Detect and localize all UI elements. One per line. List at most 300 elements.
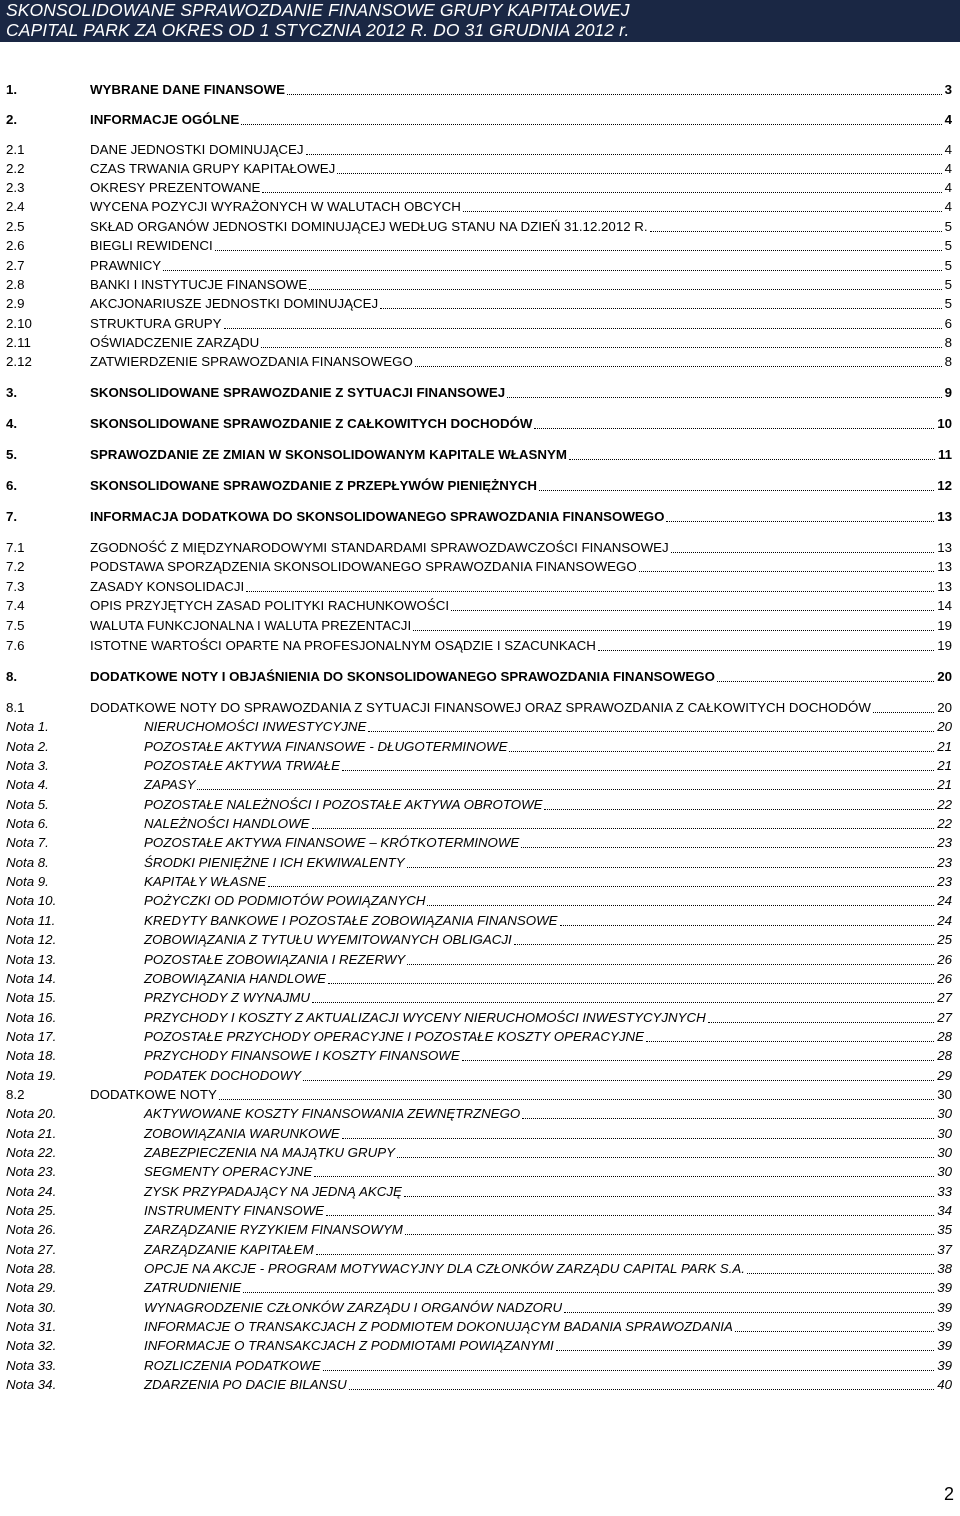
toc-entry-title: ZABEZPIECZENIA NA MAJĄTKU GRUPY [144,1145,395,1160]
toc-entry-title: PODSTAWA SPORZĄDZENIA SKONSOLIDOWANEGO SPRAWOZDANIA FINANSOWEGO [90,559,637,574]
toc-entry[interactable] [6,445,952,463]
toc-entry-number: 8. [6,669,18,684]
toc-entry[interactable] [6,1259,952,1277]
toc-entry[interactable] [6,872,952,890]
toc-entry[interactable] [6,1240,952,1258]
toc-leader-dots [407,867,934,868]
toc-leader-dots [463,211,942,212]
toc-entry-title: PRAWNICY [90,258,162,273]
toc-leader-dots [646,1041,934,1042]
toc-leader-dots [521,847,934,848]
toc-leader-dots [323,1370,934,1371]
toc-leader-dots [262,192,942,193]
toc-entry[interactable] [6,988,952,1006]
toc-entry-number: 2.5 [6,219,25,234]
toc-entry-page: 22 [937,816,952,831]
toc-entry[interactable] [6,1356,952,1374]
toc-entry-title: SEGMENTY OPERACYJNE [144,1164,313,1179]
toc-entry-number: 2.8 [6,277,25,292]
toc-entry[interactable] [6,383,952,401]
toc-entry-number: 7.4 [6,598,25,613]
toc-entry-page: 24 [937,893,952,908]
toc-entry-title: ZAPASY [144,777,196,792]
toc-entry-title: ISTOTNE WARTOŚCI OPARTE NA PROFESJONALNYM OSĄDZIE I SZACUNKACH [90,638,596,653]
toc-entry-title: SKONSOLIDOWANE SPRAWOZDANIE Z SYTUACJI FINANSOWEJ [90,385,506,400]
toc-entry-number: 2.11 [6,335,31,350]
toc-entry-title: POZOSTAŁE AKTYWA FINANSOWE – KRÓTKOTERMINOWE [144,835,520,850]
toc-entry[interactable] [6,1182,952,1200]
toc-entry[interactable] [6,333,952,351]
toc-entry-page: 23 [937,874,952,889]
toc-entry-page: 27 [937,990,952,1005]
toc-entry-number: 5. [6,447,18,462]
toc-leader-dots [342,770,934,771]
toc-leader-dots [197,789,934,790]
toc-leader-dots [368,731,934,732]
toc-entry-title: ZDARZENIA PO DACIE BILANSU [144,1377,347,1392]
toc-entry[interactable] [6,775,952,793]
toc-entry-number: Nota 20. [6,1106,57,1121]
page-number: 2 [943,1484,954,1504]
toc-entry-title: KREDYTY BANKOWE I POZOSTAŁE ZOBOWIĄZANIA FINANSOWE [144,913,558,928]
toc-entry[interactable] [6,853,952,871]
toc-leader-dots [671,552,934,553]
toc-entry-title: AKCJONARIUSZE JEDNOSTKI DOMINUJĄCEJ [90,296,379,311]
toc-entry[interactable] [6,1220,952,1238]
toc-entry-page: 23 [937,855,952,870]
toc-entry[interactable] [6,1046,952,1064]
toc-leader-dots [316,1254,934,1255]
toc-entry-title: INSTRUMENTY FINANSOWE [144,1203,325,1218]
toc-entry-page: 39 [937,1280,952,1295]
toc-leader-dots [312,1002,934,1003]
toc-entry[interactable] [6,1085,952,1103]
toc-entry-title: SKŁAD ORGANÓW JEDNOSTKI DOMINUJĄCEJ WEDŁUG STANU NA DZIEŃ 31.12.2012 R. [90,219,648,234]
toc-entry[interactable] [6,476,952,494]
toc-entry-number: 2.7 [6,258,25,273]
toc-entry-page: 5 [944,258,952,273]
toc-entry-number: 4. [6,416,18,431]
toc-entry[interactable] [6,577,952,595]
toc-entry-title: POZOSTAŁE PRZYCHODY OPERACYJNE I POZOSTAŁE KOSZTY OPERACYJNE [144,1029,644,1044]
toc-entry-number: Nota 24. [6,1184,57,1199]
toc-entry-number: Nota 2. [6,739,49,754]
toc-entry[interactable] [6,814,952,832]
toc-entry-number: Nota 6. [6,816,49,831]
toc-entry-number: Nota 29. [6,1280,57,1295]
toc-leader-dots [287,94,942,95]
toc-entry[interactable] [6,969,952,987]
toc-entry-number: Nota 13. [6,952,57,967]
toc-entry-title: NALEŻNOŚCI HANDLOWE [144,816,310,831]
toc-entry-page: 26 [937,952,952,967]
toc-entry-title: WYCENA POZYCJI WYRAŻONYCH W WALUTACH OBCYCH [90,199,461,214]
toc-entry-page: 4 [944,199,952,214]
toc-leader-dots [569,459,935,460]
toc-entry[interactable] [6,891,952,909]
toc-entry-title: KAPITAŁY WŁASNE [144,874,267,889]
toc-entry[interactable] [6,833,952,851]
toc-entry-title: ZOBOWIĄZANIA Z TYTUŁU WYEMITOWANYCH OBLIGACJI [144,932,512,947]
toc-entry-number: 7.3 [6,579,25,594]
toc-entry-number: 2.1 [6,142,25,157]
toc-entry-number: Nota 14. [6,971,57,986]
toc-entry-page: 39 [937,1319,952,1334]
toc-entry-title: NIERUCHOMOŚCI INWESTYCYJNE [144,719,367,734]
toc-entry-number: 8.2 [6,1087,25,1102]
toc-entry-page: 13 [937,540,952,555]
toc-entry-number: Nota 5. [6,797,49,812]
toc-entry[interactable] [6,140,952,158]
toc-entry[interactable] [6,911,952,929]
toc-entry-number: 2.9 [6,296,25,311]
toc-entry-page: 4 [944,161,952,176]
toc-entry-page: 11 [937,447,952,462]
toc-entry[interactable] [6,596,952,614]
toc-entry-number: 2. [6,112,18,127]
toc-entry-number: 1. [6,82,18,97]
toc-entry-page: 21 [937,758,952,773]
toc-entry[interactable] [6,275,952,293]
toc-entry-number: Nota 3. [6,758,49,773]
toc-entry-page: 34 [937,1203,952,1218]
toc-entry-title: CZAS TRWANIA GRUPY KAPITAŁOWEJ [90,161,336,176]
toc-entry-title: POŻYCZKI OD PODMIOTÓW POWIĄZANYCH [144,893,426,908]
toc-leader-dots [342,1138,934,1139]
toc-entry-title: INFORMACJA DODATKOWA DO SKONSOLIDOWANEGO SPRAWOZDANIA FINANSOWEGO [90,509,665,524]
toc-entry-title: OPCJE NA AKCJE - PROGRAM MOTYWACYJNY DLA CZŁONKÓW ZARZĄDU CAPITAL PARK S.A. [144,1261,745,1276]
toc-leader-dots [219,1099,934,1100]
toc-entry-title: PRZYCHODY I KOSZTY Z AKTUALIZACJI WYCENY NIERUCHOMOŚCI INWESTYCYJNYCH [144,1010,706,1025]
toc-leader-dots [246,591,934,592]
toc-entry-number: 2.2 [6,161,25,176]
toc-entry-page: 4 [944,112,952,127]
toc-entry[interactable] [6,717,952,735]
toc-leader-dots [873,712,934,713]
toc-entry-title: POZOSTAŁE AKTYWA TRWAŁE [144,758,341,773]
toc-entry-page: 40 [937,1377,952,1392]
toc-entry-number: 2.4 [6,199,25,214]
toc-entry-number: 2.12 [6,354,32,369]
toc-entry[interactable] [6,1298,952,1316]
toc-entry[interactable] [6,178,952,196]
toc-entry-title: ZARZĄDZANIE KAPITAŁEM [144,1242,314,1257]
toc-leader-dots [415,366,942,367]
toc-entry-title: OŚWIADCZENIE ZARZĄDU [90,335,260,350]
toc-entry[interactable] [6,314,952,332]
toc-entry-number: Nota 33. [6,1358,57,1373]
toc-leader-dots [666,521,934,522]
toc-entry-page: 24 [937,913,952,928]
toc-entry[interactable] [6,1027,952,1045]
header-line-2: CAPITAL PARK ZA OKRES OD 1 STYCZNIA 2012 R. DO 31 GRUDNIA 2012 r. [6,19,630,40]
toc-entry[interactable] [6,756,952,774]
toc-leader-dots [451,610,934,611]
toc-entry-title: POZOSTAŁE NALEŻNOŚCI I POZOSTAŁE AKTYWA OBROTOWE [144,797,543,812]
toc-entry-page: 3 [944,82,952,97]
toc-entry[interactable] [6,1278,952,1296]
toc-leader-dots [544,809,934,810]
toc-entry-number: Nota 1. [6,719,49,734]
toc-entry[interactable] [6,1317,952,1335]
toc-entry[interactable] [6,507,952,525]
toc-leader-dots [650,231,942,232]
toc-entry[interactable] [6,352,952,370]
toc-entry-number: 7.5 [6,618,25,633]
toc-leader-dots [735,1331,934,1332]
toc-entry-number: Nota 26. [6,1222,57,1237]
toc-entry-number: Nota 9. [6,874,49,889]
toc-leader-dots [268,886,934,887]
toc-entry-number: 7.1 [6,540,25,555]
toc-entry-number: Nota 8. [6,855,49,870]
toc-entry[interactable] [6,616,952,634]
toc-entry[interactable] [6,1124,952,1142]
toc-entry[interactable] [6,950,952,968]
toc-entry-title: SKONSOLIDOWANE SPRAWOZDANIE Z CAŁKOWITYCH DOCHODÓW [90,416,533,431]
toc-entry[interactable] [6,1066,952,1084]
toc-entry-page: 21 [937,739,952,754]
toc-entry-page: 39 [937,1300,952,1315]
toc-entry-page: 8 [944,354,952,369]
toc-entry[interactable] [6,930,952,948]
toc-leader-dots [514,944,934,945]
toc-leader-dots [349,1389,934,1390]
toc-entry-title: PRZYCHODY Z WYNAJMU [144,990,310,1005]
toc-leader-dots [312,828,934,829]
toc-entry-page: 5 [944,277,952,292]
toc-entry-page: 33 [937,1184,952,1199]
toc-entry-title: ZYSK PRZYPADAJĄCY NA JEDNĄ AKCJĘ [144,1184,402,1199]
toc-entry-title: ZGODNOŚĆ Z MIĘDZYNARODOWYMI STANDARDAMI SPRAWOZDAWCZOŚCI FINANSOWEJ [90,540,669,555]
toc-entry-number: 7.2 [6,559,25,574]
toc-entry[interactable] [6,667,952,685]
toc-entry[interactable] [6,737,952,755]
toc-entry[interactable] [6,1336,952,1354]
toc-entry-page: 4 [944,142,952,157]
header-line-1: SKONSOLIDOWANE SPRAWOZDANIE FINANSOWE GRUPY KAPITAŁOWEJ [6,0,630,20]
toc-entry-page: 22 [937,797,952,812]
toc-entry-number: 7. [6,509,18,524]
toc-entry-number: Nota 34. [6,1377,57,1392]
toc-entry-page: 30 [937,1164,952,1179]
toc-entry-number: Nota 25. [6,1203,57,1218]
toc-entry-number: Nota 30. [6,1300,57,1315]
toc-entry-title: DODATKOWE NOTY DO SPRAWOZDANIA Z SYTUACJI FINANSOWEJ ORAZ SPRAWOZDANIA Z CAŁKOWITYCH DOCHODÓW [90,700,871,715]
toc-leader-dots [326,1215,934,1216]
toc-entry-title: OPIS PRZYJĘTYCH ZASAD POLITYKI RACHUNKOWOŚCI [90,598,450,613]
toc-entry-title: POZOSTAŁE AKTYWA FINANSOWE - DŁUGOTERMINOWE [144,739,508,754]
toc-entry-title: INFORMACJE OGÓLNE [90,112,240,127]
toc-entry[interactable] [6,557,952,575]
toc-entry-page: 30 [937,1087,952,1102]
toc-entry-page: 21 [937,777,952,792]
toc-entry[interactable] [6,538,952,556]
toc-entry[interactable] [6,80,952,98]
toc-leader-dots [747,1273,934,1274]
toc-leader-dots [337,173,942,174]
toc-entry-title: BANKI I INSTYTUCJE FINANSOWE [90,277,308,292]
toc-entry-number: Nota 27. [6,1242,57,1257]
toc-leader-dots [564,1312,934,1313]
toc-entry-number: Nota 15. [6,990,57,1005]
toc-leader-dots [215,250,942,251]
toc-entry-number: Nota 10. [6,893,57,908]
toc-entry-page: 30 [937,1126,952,1141]
toc-entry-title: INFORMACJE O TRANSAKCJACH Z PODMIOTAMI POWIĄZANYMI [144,1338,554,1353]
toc-entry-title: ZARZĄDZANIE RYZYKIEM FINANSOWYM [144,1222,403,1237]
toc-entry-number: Nota 21. [6,1126,57,1141]
toc-leader-dots [522,1118,934,1119]
toc-leader-dots [309,289,942,290]
toc-entry-page: 35 [937,1222,952,1237]
toc-entry-page: 13 [937,509,952,524]
toc-entry-title: ROZLICZENIA PODATKOWE [144,1358,321,1373]
toc-leader-dots [639,571,934,572]
toc-entry-page: 30 [937,1106,952,1121]
toc-entry[interactable] [6,110,952,128]
toc-entry-page: 23 [937,835,952,850]
toc-leader-dots [404,1196,934,1197]
toc-entry-title: STRUKTURA GRUPY [90,316,222,331]
toc-entry-page: 12 [937,478,952,493]
toc-entry[interactable] [6,1104,952,1122]
toc-entry-page: 30 [937,1145,952,1160]
toc-entry-number: Nota 23. [6,1164,57,1179]
toc-entry-number: 2.6 [6,238,25,253]
toc-entry-title: DODATKOWE NOTY I OBJAŚNIENIA DO SKONSOLIDOWANEGO SPRAWOZDANIA FINANSOWEGO [90,669,715,684]
toc-leader-dots [509,751,934,752]
toc-entry-page: 14 [937,598,952,613]
toc-entry-number: Nota 31. [6,1319,57,1334]
toc-entry-number: 2.3 [6,180,25,195]
toc-entry-page: 6 [944,316,952,331]
toc-entry-title: INFORMACJE O TRANSAKCJACH Z PODMIOTEM DOKONUJĄCYM BADANIA SPRAWOZDANIA [144,1319,733,1334]
toc-entry-number: Nota 12. [6,932,57,947]
toc-entry[interactable] [6,636,952,654]
toc-entry-title: WYNAGRODZENIE CZŁONKÓW ZARZĄDU I ORGANÓW NADZORU [144,1300,563,1315]
toc-entry-page: 27 [937,1010,952,1025]
toc-entry-page: 19 [937,618,952,633]
toc-entry-number: Nota 19. [6,1068,57,1083]
toc-entry-page: 5 [944,238,952,253]
toc-entry-title: DANE JEDNOSTKI DOMINUJĄCEJ [90,142,304,157]
toc-entry-page: 8 [944,335,952,350]
toc-leader-dots [303,1080,934,1081]
toc-entry-number: 8.1 [6,700,25,715]
toc-entry-title: POZOSTAŁE ZOBOWIĄZANIA I REZERWY [144,952,406,967]
toc-leader-dots [462,1060,934,1061]
toc-entry-number: 6. [6,478,18,493]
toc-entry-title: PRZYCHODY FINANSOWE I KOSZTY FINANSOWE [144,1048,460,1063]
toc-leader-dots [427,905,934,906]
toc-entry-page: 10 [937,416,952,431]
toc-entry-page: 19 [937,638,952,653]
toc-entry-page: 13 [937,579,952,594]
toc-entry-title: WALUTA FUNKCJONALNA I WALUTA PREZENTACJI [90,618,412,633]
toc-entry-title: DODATKOWE NOTY [90,1087,217,1102]
toc-entry-page: 39 [937,1358,952,1373]
toc-leader-dots [261,347,942,348]
toc-entry-page: 20 [937,700,952,715]
toc-entry-title: WYBRANE DANE FINANSOWE [90,82,286,97]
toc-entry-number: 2.10 [6,316,32,331]
toc-entry-title: AKTYWOWANE KOSZTY FINANSOWANIA ZEWNĘTRZNEGO [144,1106,521,1121]
toc-entry-title: ZATWIERDZENIE SPRAWOZDANIA FINANSOWEGO [90,354,413,369]
toc-entry-page: 25 [937,932,952,947]
toc-leader-dots [328,983,934,984]
toc-leader-dots [560,925,934,926]
toc-leader-dots [413,630,934,631]
toc-entry[interactable] [6,294,952,312]
toc-leader-dots [397,1157,934,1158]
toc-entry-number: Nota 18. [6,1048,57,1063]
toc-entry-page: 5 [944,219,952,234]
toc-leader-dots [556,1350,934,1351]
toc-leader-dots [405,1234,934,1235]
toc-entry-page: 20 [937,719,952,734]
toc-entry-title: SKONSOLIDOWANE SPRAWOZDANIE Z PRZEPŁYWÓW PIENIĘŻNYCH [90,478,537,493]
toc-leader-dots [306,154,942,155]
toc-entry-title: PODATEK DOCHODOWY [144,1068,302,1083]
toc-leader-dots [243,1292,934,1293]
toc-entry-number: 3. [6,385,18,400]
toc-entry[interactable] [6,197,952,215]
toc-entry-page: 29 [937,1068,952,1083]
toc-leader-dots [708,1022,934,1023]
toc-entry-page: 13 [937,559,952,574]
toc-entry-page: 37 [937,1242,952,1257]
toc-entry-page: 38 [937,1261,952,1276]
toc-entry-number: Nota 17. [6,1029,57,1044]
toc-leader-dots [534,428,934,429]
toc-entry-page: 5 [944,296,952,311]
toc-entry-number: Nota 22. [6,1145,57,1160]
toc-entry[interactable] [6,1143,952,1161]
toc-entry-number: Nota 11. [6,913,56,928]
toc-entry[interactable] [6,1375,952,1393]
toc-leader-dots [241,124,942,125]
toc-entry[interactable] [6,1162,952,1180]
toc-entry[interactable] [6,256,952,274]
toc-entry-title: ZOBOWIĄZANIA WARUNKOWE [144,1126,340,1141]
toc-entry[interactable] [6,698,952,716]
toc-entry[interactable] [6,414,952,432]
toc-entry-page: 26 [937,971,952,986]
toc-entry-number: Nota 28. [6,1261,57,1276]
toc-entry[interactable] [6,159,952,177]
toc-entry-page: 28 [937,1029,952,1044]
toc-leader-dots [598,650,934,651]
toc-entry[interactable] [6,1008,952,1026]
toc-leader-dots [380,308,942,309]
toc-entry-page: 4 [944,180,952,195]
toc-entry-number: Nota 32. [6,1338,57,1353]
toc-entry-title: ŚRODKI PIENIĘŻNE I ICH EKWIWALENTY [144,855,405,870]
toc-leader-dots [163,270,942,271]
toc-leader-dots [507,397,942,398]
toc-entry[interactable] [6,1201,952,1219]
toc-leader-dots [717,681,934,682]
toc-entry[interactable] [6,795,952,813]
toc-entry[interactable] [6,236,952,254]
toc-entry-page: 9 [944,385,952,400]
toc-entry-number: 7.6 [6,638,25,653]
toc-leader-dots [224,328,942,329]
toc-entry[interactable] [6,217,952,235]
toc-entry-title: ZOBOWIĄZANIA HANDLOWE [144,971,326,986]
toc-entry-page: 39 [937,1338,952,1353]
